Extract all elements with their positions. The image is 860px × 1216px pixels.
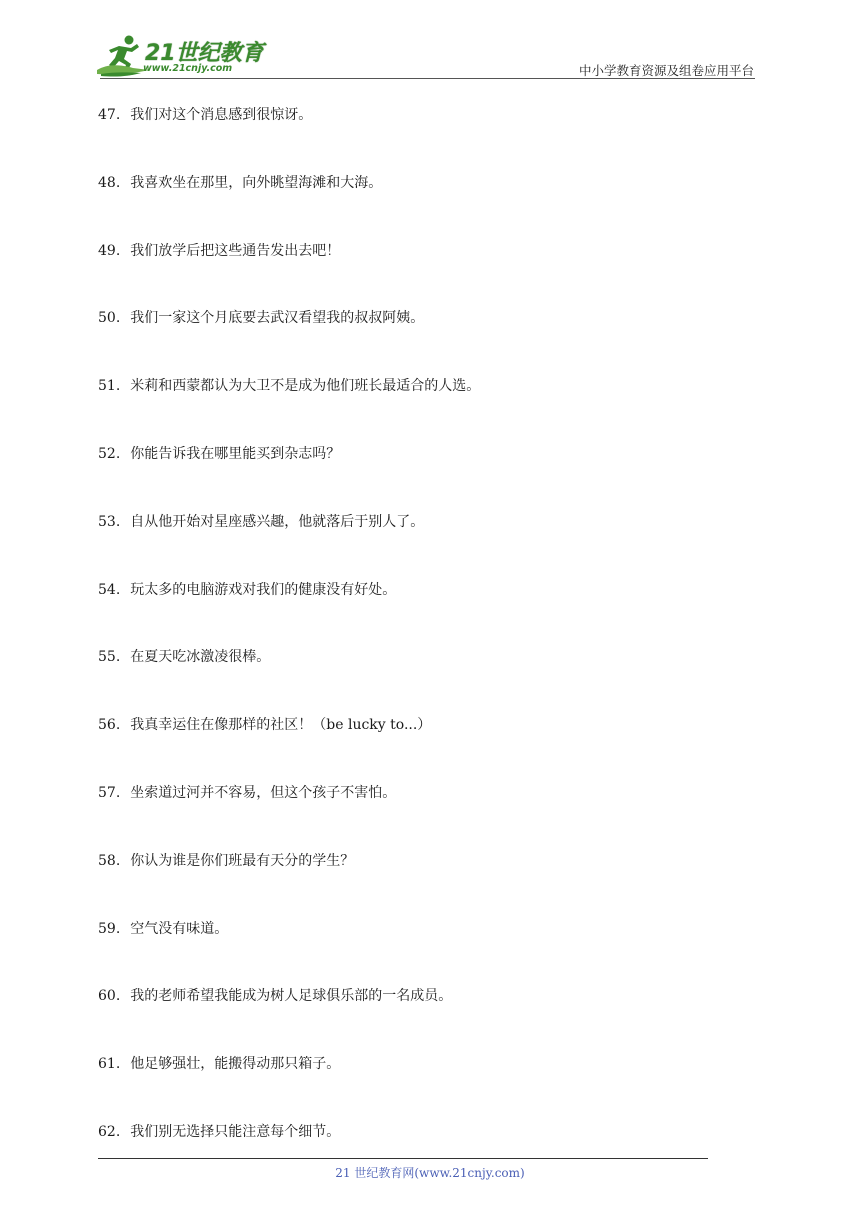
question-text: 我真幸运住在像那样的社区！（be lucky to...） xyxy=(130,717,432,734)
question-number: 58. xyxy=(98,852,121,869)
platform-name: 中小学教育资源及组卷应用平台 xyxy=(578,63,754,78)
question-number: 56. xyxy=(98,717,121,734)
question-item xyxy=(98,307,758,375)
question-number: 50. xyxy=(98,310,121,327)
question-number: 47. xyxy=(98,107,121,123)
question-text: 我们一家这个月底要去武汉看望我的叔叔阿姨。 xyxy=(130,310,425,327)
question-text: 坐索道过河并不容易，但这个孩子不害怕。 xyxy=(130,784,397,801)
question-item xyxy=(98,918,758,986)
footer-text: 21 世纪教育网(www.21cnjy.com) xyxy=(335,1166,525,1180)
question-item xyxy=(98,240,758,308)
logo xyxy=(93,34,268,78)
question-text: 我们别无选择只能注意每个细节。 xyxy=(130,1123,341,1140)
question-text: 他足够强壮，能搬得动那只箱子。 xyxy=(130,1056,341,1073)
question-item xyxy=(98,850,758,918)
question-list xyxy=(98,104,758,1189)
header-divider xyxy=(100,78,755,79)
question-item xyxy=(98,375,758,443)
question-text: 我的老师希望我能成为树人足球俱乐部的一名成员。 xyxy=(130,988,453,1005)
question-text: 我喜欢坐在那里，向外眺望海滩和大海。 xyxy=(130,174,383,191)
question-item xyxy=(98,646,758,714)
question-text: 我们放学后把这些通告发出去吧！ xyxy=(130,242,341,259)
question-number: 60. xyxy=(98,988,121,1005)
question-item xyxy=(98,104,758,172)
question-text: 米莉和西蒙都认为大卫不是成为他们班长最适合的人选。 xyxy=(130,378,481,395)
question-number: 48. xyxy=(98,174,121,191)
question-item xyxy=(98,782,758,850)
question-text: 我们对这个消息感到很惊讶。 xyxy=(130,107,313,123)
question-item xyxy=(98,1053,758,1121)
question-number: 52. xyxy=(98,445,121,462)
question-text: 你认为谁是你们班最有天分的学生？ xyxy=(130,852,355,869)
question-text: 你能告诉我在哪里能买到杂志吗？ xyxy=(130,445,341,462)
question-number: 51. xyxy=(98,378,121,395)
question-text: 玩太多的电脑游戏对我们的健康没有好处。 xyxy=(130,581,397,598)
question-item xyxy=(98,714,758,782)
question-item xyxy=(98,985,758,1053)
question-text: 自从他开始对星座感兴趣，他就落后于别人了。 xyxy=(130,513,425,530)
page-header xyxy=(0,0,860,80)
question-text: 空气没有味道。 xyxy=(130,920,229,937)
question-number: 59. xyxy=(98,920,121,937)
question-number: 62. xyxy=(98,1123,121,1140)
question-item xyxy=(98,579,758,647)
question-text: 在夏天吃冰激凌很棒。 xyxy=(130,649,271,666)
question-number: 55. xyxy=(98,649,121,666)
question-number: 54. xyxy=(98,581,121,598)
footer-divider xyxy=(98,1158,708,1159)
logo-url-text: www.21cnjy.com xyxy=(143,63,233,74)
logo-brand-text: 21世纪教育 xyxy=(145,41,264,66)
question-number: 53. xyxy=(98,513,121,530)
question-number: 49. xyxy=(98,242,121,259)
question-number: 61. xyxy=(98,1056,121,1073)
question-item xyxy=(98,172,758,240)
question-item xyxy=(98,443,758,511)
question-number: 57. xyxy=(98,784,121,801)
question-item xyxy=(98,511,758,579)
